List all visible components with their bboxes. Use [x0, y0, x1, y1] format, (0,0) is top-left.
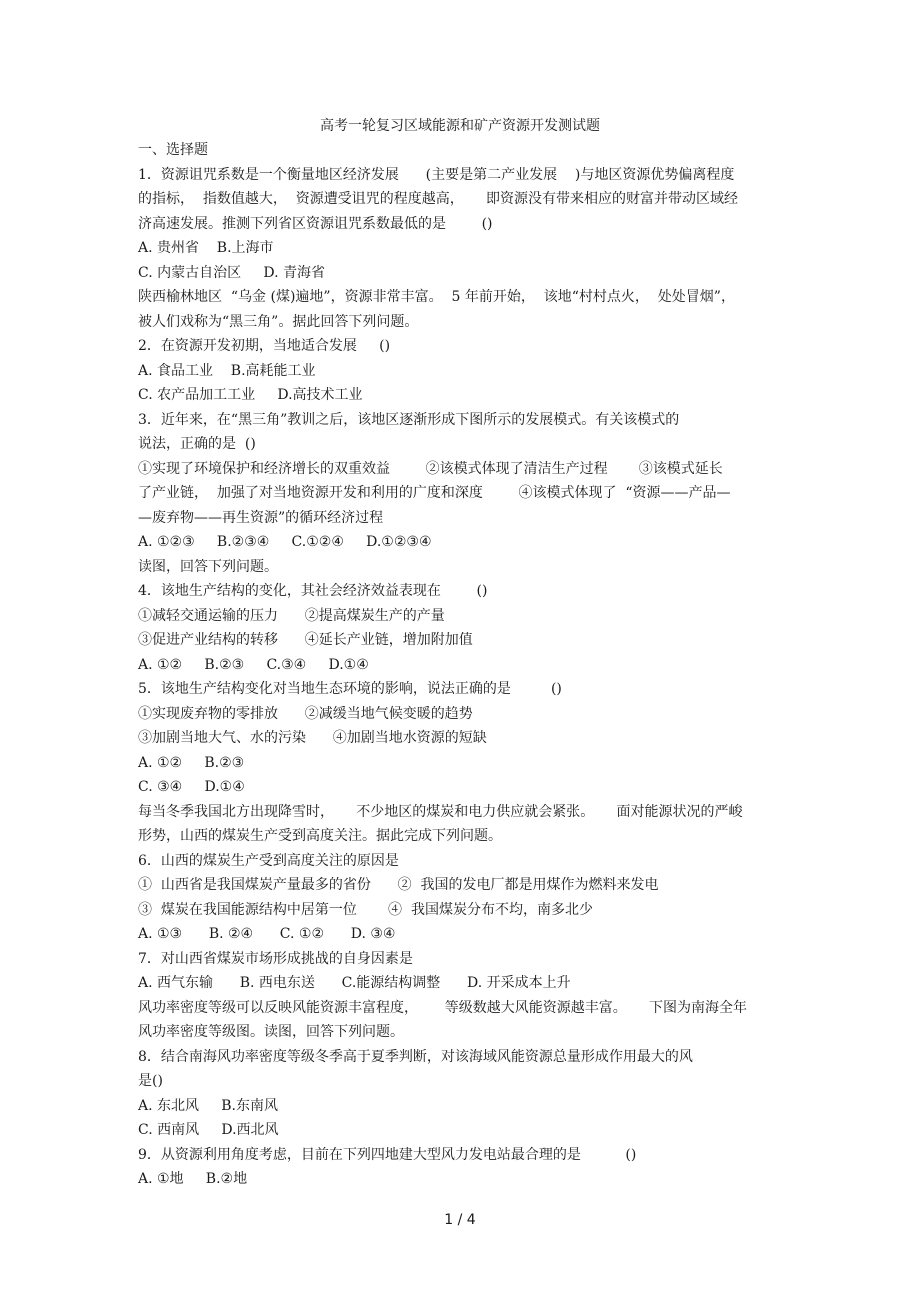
text-line: 1．资源诅咒系数是一个衡量地区经济发展 (主要是第二产业发展 )与地区资源优势偏离程度: [138, 166, 735, 183]
text-line: A. ①③ B. ②④ C. ①② D. ③④: [138, 926, 396, 942]
text-line: 的指标， 指数值越大， 资源遭受诅咒的程度越高， 即资源没有带来相应的财富并带动区域经: [138, 191, 739, 207]
page-number: 1 / 4: [444, 1212, 476, 1228]
text-line: A. 贵州省 B.上海市: [138, 240, 274, 256]
text-line: C. 西南风 D.西北风: [138, 1122, 279, 1138]
text-line: 7．对山西省煤炭市场形成挑战的自身因素是: [138, 950, 413, 967]
document-body: [138, 138, 778, 1192]
text-line: 一、选择题: [138, 142, 208, 158]
text-line: A. ①② B.②③: [138, 754, 245, 771]
text-line: 形势，山西的煤炭生产受到高度关注。据此完成下列问题。: [138, 828, 502, 844]
text-line: C. 内蒙古自治区 D. 青海省: [138, 264, 325, 281]
text-line: A. ①② B.②③ C.③④ D.①④: [138, 656, 369, 673]
text-line: ①实现了环境保护和经济增长的双重效益 ②该模式体现了清洁生产过程 ③该模式延长: [138, 460, 723, 477]
text-line: A. ①地 B.②地: [138, 1171, 248, 1187]
text-line: ③加剧当地大气、水的污染 ④加剧当地水资源的短缺: [138, 730, 487, 746]
text-line: C. ③④ D.①④: [138, 779, 245, 795]
text-line: C. 农产品加工工业 D.高技术工业: [138, 387, 363, 403]
text-line: —废弃物——再生资源”的循环经济过程: [138, 509, 384, 526]
text-line: 9．从资源利用角度考虑，目前在下列四地建大型风力发电站最合理的是 (): [138, 1146, 637, 1163]
text-line: 8．结合南海风功率密度等级冬季高于夏季判断，对该海域风能资源总量形成作用最大的风: [138, 1048, 693, 1065]
text-line: 济高速发展。推测下列省区资源诅咒系数最低的是 (): [138, 215, 493, 232]
text-line: 2．在资源开发初期，当地适合发展 (): [138, 338, 391, 354]
text-line: 风功率密度等级可以反映风能资源丰富程度， 等级数越大风能资源越丰富。 下图为南海全年: [138, 999, 747, 1016]
text-line: A. ①②③ B.②③④ C.①②④ D.①②③④: [138, 534, 432, 550]
text-line: ③促进产业结构的转移 ④延长产业链，增加附加值: [138, 632, 473, 648]
text-line: A. 西气东输 B. 西电东送 C.能源结构调整 D. 开采成本上升: [138, 975, 571, 991]
text-line: A. 东北风 B.东南风: [138, 1097, 278, 1114]
text-line: 3．近年来，在“黑三角”教训之后，该地区逐渐形成下图所示的发展模式。有关该模式的: [138, 411, 680, 428]
text-line: 陕西榆林地区 “乌金 (煤)遍地”，资源非常丰富。 5 年前开始， 该地“村村点火， 处处冒烟”，: [138, 289, 735, 305]
text-line: 6．山西的煤炭生产受到高度关注的原因是: [138, 852, 399, 869]
document-title: 高考一轮复习区域能源和矿产资源开发测试题: [320, 118, 600, 134]
text-line: ①减轻交通运输的压力 ②提高煤炭生产的产量: [138, 607, 445, 624]
text-line: 被人们戏称为“黑三角”。据此回答下列问题。: [138, 313, 419, 330]
text-line: 读图，回答下列问题。: [138, 558, 278, 575]
text-line: 说法，正确的是 (): [138, 436, 256, 452]
text-line: 风功率密度等级图。读图，回答下列问题。: [138, 1024, 404, 1040]
text-line: 4．该地生产结构的变化，其社会经济效益表现在 (): [138, 583, 488, 599]
text-line: ①实现废弃物的零排放 ②减缓当地气候变暖的趋势: [138, 705, 473, 722]
text-line: 了产业链， 加强了对当地资源开发和利用的广度和深度 ④该模式体现了 “资源——产品—: [138, 485, 731, 501]
text-line: ① 山西省是我国煤炭产量最多的省份 ② 我国的发电厂都是用煤作为燃料来发电: [138, 877, 659, 893]
text-line: 是(): [138, 1073, 163, 1089]
text-line: ③ 煤炭在我国能源结构中居第一位 ④ 我国煤炭分布不均，南多北少: [138, 901, 593, 918]
text-line: A. 食品工业 B.高耗能工业: [138, 362, 316, 379]
text-line: 5．该地生产结构变化对当地生态环境的影响，说法正确的是 (): [138, 681, 562, 697]
text-line: 每当冬季我国北方出现降雪时， 不少地区的煤炭和电力供应就会紧张。 面对能源状况的严峻: [138, 803, 743, 820]
